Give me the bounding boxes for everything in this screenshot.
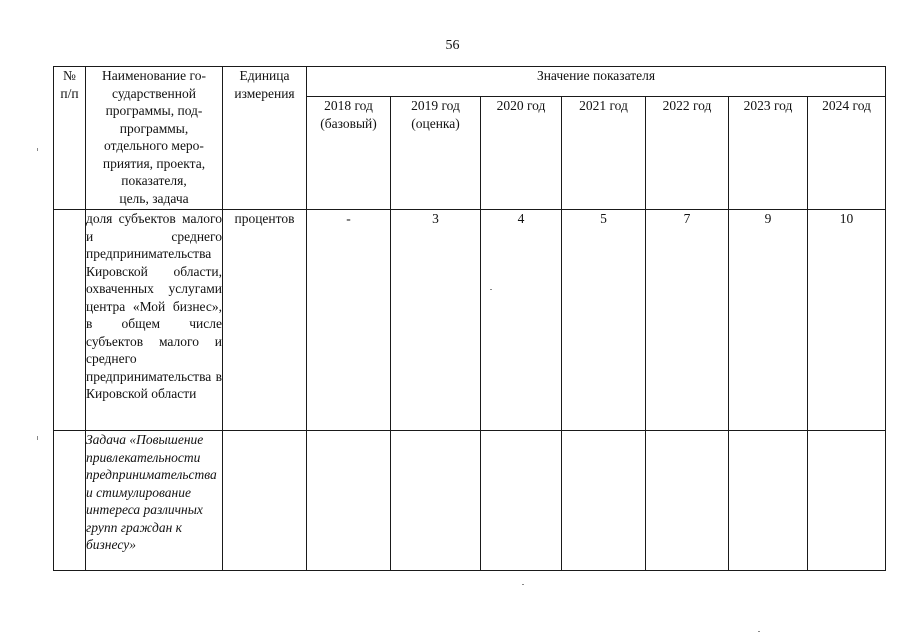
- row-num-cell: [54, 210, 86, 431]
- value-cell-2019: 3: [391, 210, 481, 431]
- header-year-text: 2022 год: [662, 98, 712, 113]
- scan-speck: [37, 436, 38, 440]
- header-year-2021: [562, 97, 646, 210]
- header-row-top: [54, 67, 886, 97]
- header-year-2019: [391, 97, 481, 210]
- value-cell-2022: 7: [646, 210, 729, 431]
- value-cell-2024: 10: [808, 210, 886, 431]
- page-number: 56: [445, 38, 460, 53]
- header-year-text: 2019 год (оценка): [411, 98, 460, 131]
- header-unit: [223, 67, 307, 210]
- header-unit-text: Единица измерения: [234, 68, 295, 101]
- row-num-cell: [54, 431, 86, 571]
- unit-cell: [223, 431, 307, 571]
- scan-speck: [758, 631, 760, 632]
- header-year-text: 2021 год: [579, 98, 628, 113]
- value-cell-2019: [391, 431, 481, 571]
- value-cell-2021: [562, 431, 646, 571]
- unit-cell: процентов: [223, 210, 307, 431]
- value-cell-2024: [808, 431, 886, 571]
- header-num-text: № п/п: [60, 68, 79, 101]
- indicator-name-cell: доля субъектов малого и среднего предпринимательства Кировской области, охваченных услугами центра «Мой бизнес», в общем числе субъектов малого и среднего предпринимательства в Кировской области: [86, 210, 223, 431]
- table-row: [54, 210, 886, 431]
- value-cell-2023: [729, 431, 808, 571]
- value-cell-2023: 9: [729, 210, 808, 431]
- header-year-text: 2018 год (базовый): [320, 98, 377, 131]
- header-year-2022: [646, 97, 729, 210]
- header-value-group: [307, 67, 886, 97]
- header-name: [86, 67, 223, 210]
- value-cell-2018: [307, 431, 391, 571]
- value-cell-2020: 4: [481, 210, 562, 431]
- value-cell-2021: 5: [562, 210, 646, 431]
- value-cell-2020: [481, 431, 562, 571]
- header-year-text: 2020 год: [496, 98, 546, 113]
- indicator-table: [53, 66, 886, 571]
- header-year-2018: [307, 97, 391, 210]
- header-year-text: 2023 год: [743, 98, 793, 113]
- header-num: [54, 67, 86, 210]
- task-name-cell: Задача «Повышение привлекательности предпринимательства и стимулирование интереса различных групп граждан к бизнесу»: [86, 431, 223, 571]
- header-year-text: 2024 год: [822, 98, 871, 113]
- value-cell-2018: -: [307, 210, 391, 431]
- header-year-2020: [481, 97, 562, 210]
- scan-speck: [37, 148, 38, 151]
- table-row: [54, 431, 886, 571]
- scan-speck: [522, 584, 524, 585]
- header-year-2023: [729, 97, 808, 210]
- header-year-2024: [808, 97, 886, 210]
- scan-speck: [490, 289, 492, 290]
- value-cell-2022: [646, 431, 729, 571]
- header-name-text: Наименование го- сударственной программы, под- программы, отдельного меро- приятия, проекта, показателя, цель, задача: [102, 68, 206, 206]
- header-value-group-text: Значение показателя: [536, 68, 656, 83]
